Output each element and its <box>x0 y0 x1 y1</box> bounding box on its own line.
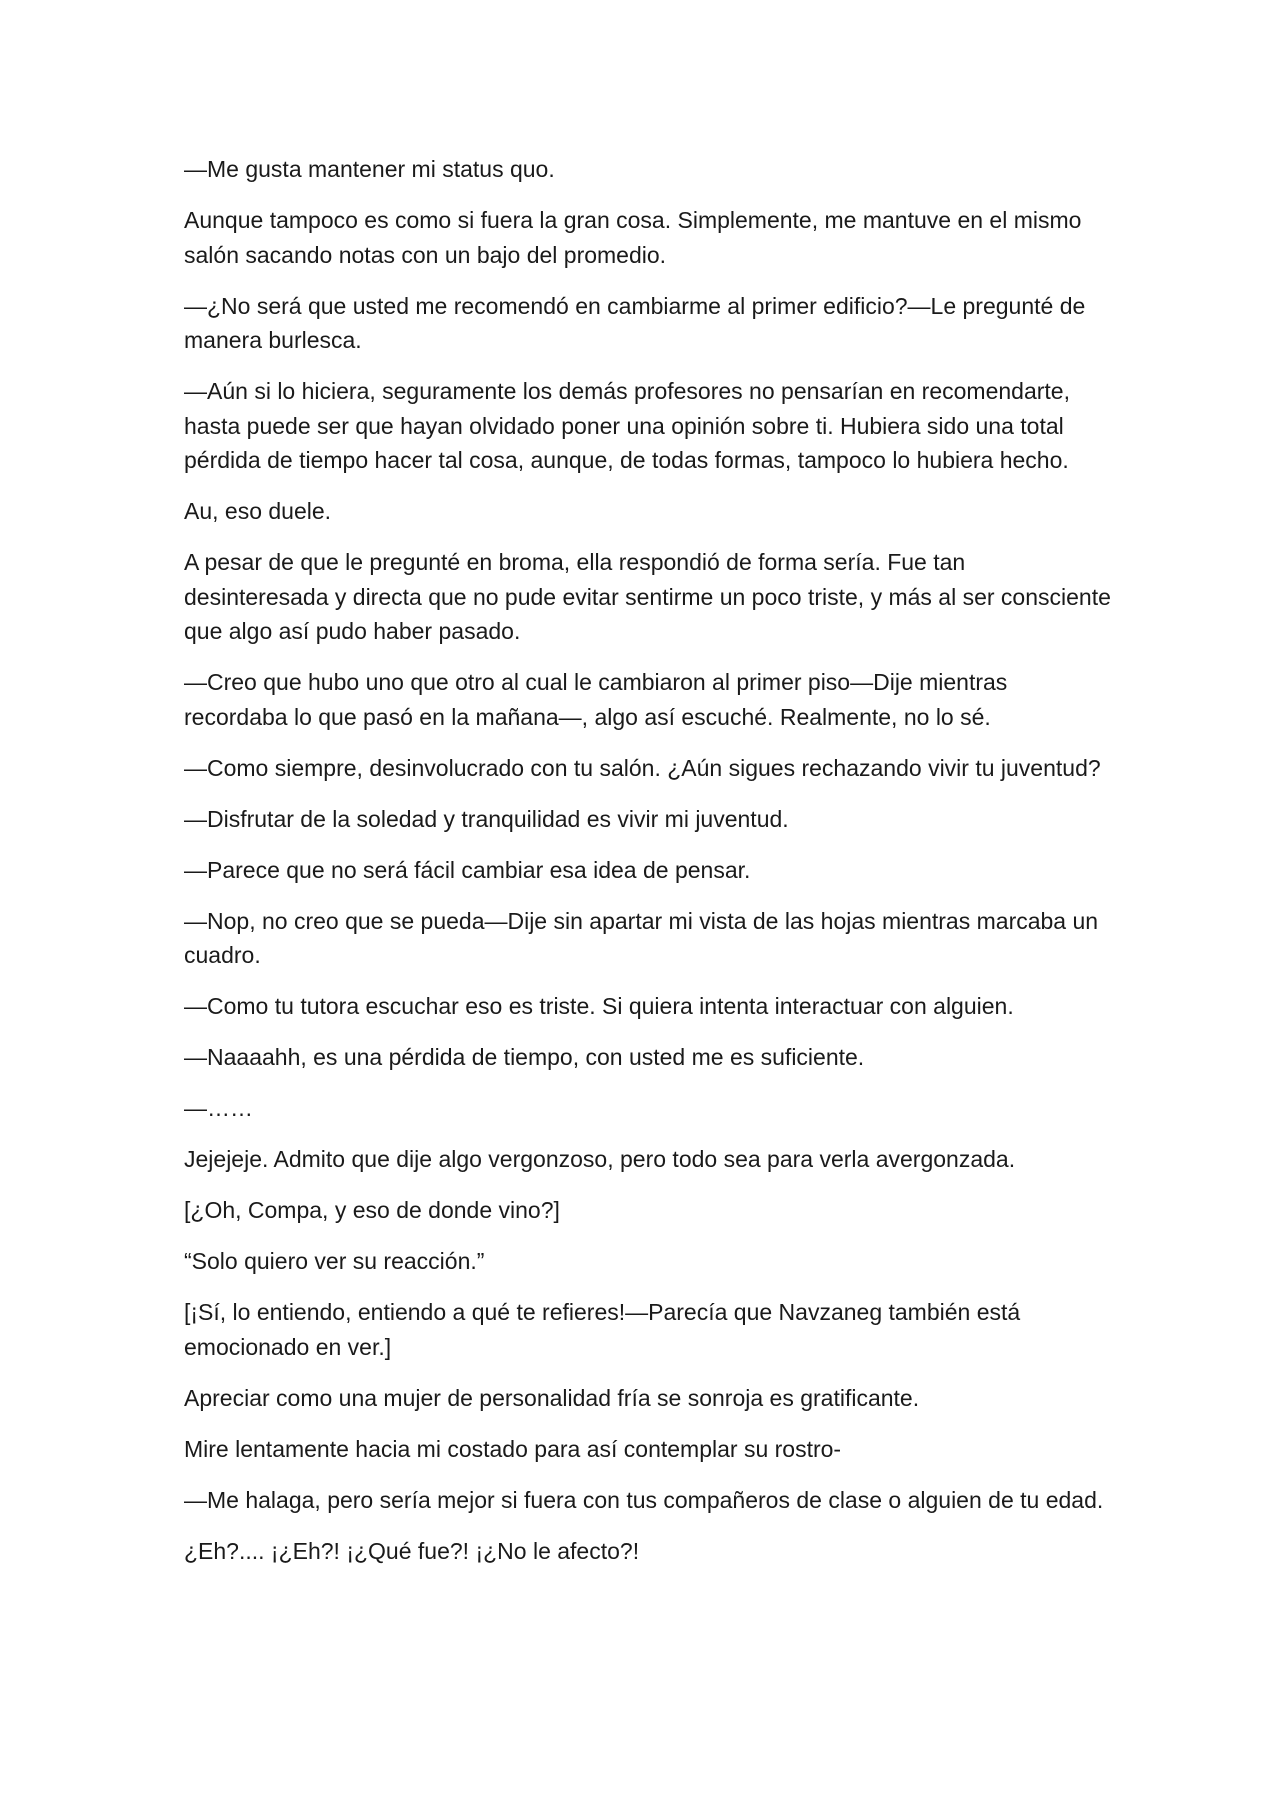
paragraph: [¿Oh, Compa, y eso de donde vino?] <box>184 1197 560 1223</box>
paragraph: —Me halaga, pero sería mejor si fuera con tus compañeros de clase o alguien de tu edad. <box>184 1486 1104 1513</box>
paragraph: —Me gusta mantener mi status quo. <box>184 156 555 182</box>
paragraph: Au, eso duele. <box>184 498 332 524</box>
paragraph: Jejejeje. Admito que dije algo vergonzoso, pero todo sea para verla avergonzada. <box>184 1146 1016 1172</box>
paragraph: —Parece que no será fácil cambiar esa idea de pensar. <box>184 856 751 883</box>
paragraph: —Creo que hubo uno que otro al cual le cambiaron al primer piso—Dije mientras recordaba lo que pasó en la mañana—, algo así escuché. Realmente, no lo sé. <box>184 669 1008 730</box>
paragraph: —Como siempre, desinvolucrado con tu salón. ¿Aún sigues rechazando vivir tu juventud? <box>184 754 1101 781</box>
paragraph: —Aún si lo hiciera, seguramente los demás profesores no pensarían en recomendarte, hasta puede ser que hayan olvidado poner una opinión sobre ti. Hubiera sido una total pérdida de tiempo hacer tal cosa, aunque, de todas formas, tampoco lo hubiera hecho. <box>184 378 1070 473</box>
paragraph: —Nop, no creo que se pueda—Dije sin apartar mi vista de las hojas mientras marcaba un cuadro. <box>184 907 1099 968</box>
paragraph: “Solo quiero ver su reacción.” <box>184 1248 485 1274</box>
paragraph: —Disfrutar de la soledad y tranquilidad es vivir mi juventud. <box>184 805 789 832</box>
paragraph: —…… <box>184 1095 253 1121</box>
paragraph: ¿Eh?.... ¡¿Eh?! ¡¿Qué fue?! ¡¿No le afecto?! <box>184 1537 640 1564</box>
paragraph: —Como tu tutora escuchar eso es triste. Si quiera intenta interactuar con alguien. <box>184 993 1014 1019</box>
paragraph: A pesar de que le pregunté en broma, ella respondió de forma sería. Fue tan desinteresada y directa que no pude evitar sentirme un poco triste, y más al ser consciente que algo así pudo haber pasado. <box>184 549 1111 644</box>
paragraph: Mire lentamente hacia mi costado para así contemplar su rostro- <box>184 1435 842 1462</box>
paragraph: —¿No será que usted me recomendó en cambiarme al primer edificio?—Le pregunté de manera burlesca. <box>184 292 1086 353</box>
paragraph: [¡Sí, lo entiendo, entiendo a qué te refieres!—Parecía que Navzaneg también está emocionado en ver.] <box>184 1299 1021 1360</box>
paragraph: Apreciar como una mujer de personalidad fría se sonroja es gratificante. <box>184 1384 920 1411</box>
text-body <box>184 152 1114 1585</box>
paragraph: —Naaaahh, es una pérdida de tiempo, con usted me es suficiente. <box>184 1044 865 1070</box>
paragraph: Aunque tampoco es como si fuera la gran cosa. Simplemente, me mantuve en el mismo salón sacando notas con un bajo del promedio. <box>184 207 1082 268</box>
